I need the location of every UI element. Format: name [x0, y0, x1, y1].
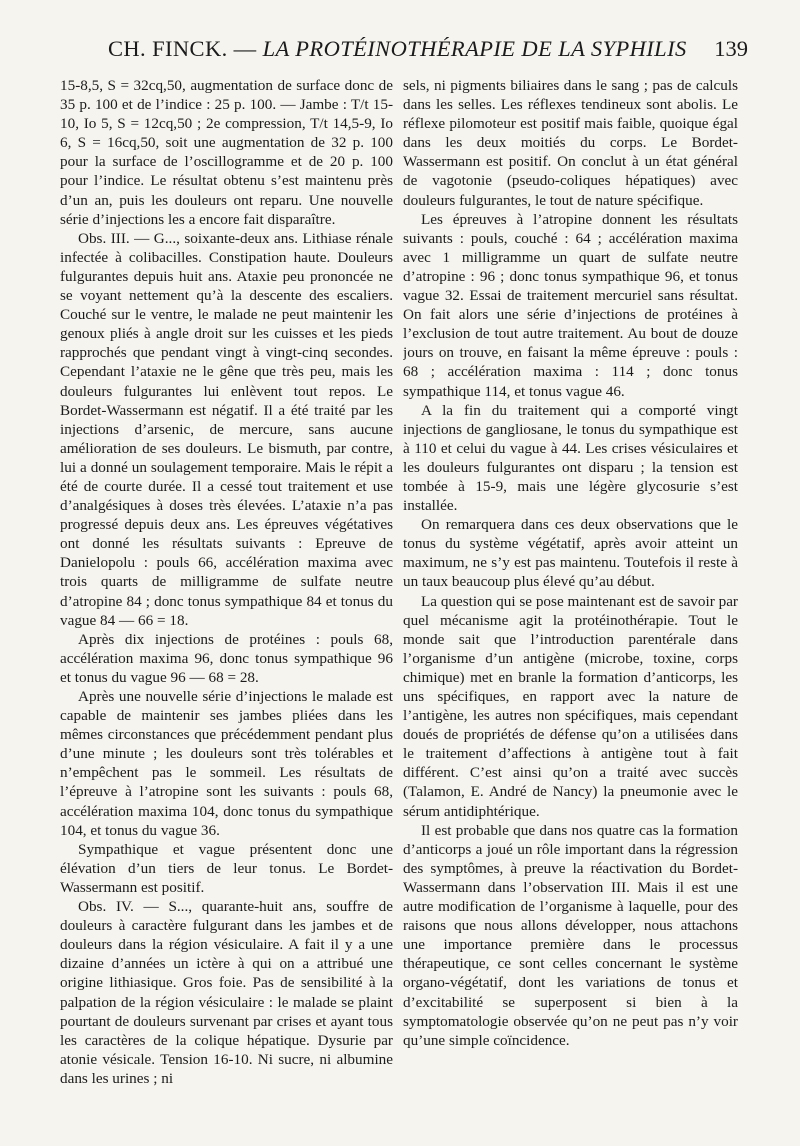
- running-header: [60, 36, 748, 70]
- running-title: [108, 36, 687, 62]
- header-article-title: LA PROTÉINOTHÉRAPIE DE LA SYPHILIS: [262, 36, 687, 61]
- paragraph: On remarquera dans ces deux observations que le tonus du système végétatif, après avoir atteint un maximum, ne s’y est pas maintenu. Toutefois il reste à un taux beaucoup plus élevé qu’au début.: [403, 516, 738, 591]
- paragraph: La question qui se pose maintenant est de savoir par quel mécanisme agit la protéinothérapie. Tout le monde sait que l’introduction parentérale dans l’organisme d’un antigène (microbe, toxine, corps chimique) met en branle la formation d’anticorps, les uns spécifiques, en rapport avec la nature de l’antigène, les autres non spécifiques, mais cependant doués de propriétés de défense qu’on a utilisées dans le traitement d’affections à antigène tout à fait différent. C’est ainsi qu’on a traité avec succès (Talamon, E. André de Nancy) la pneumonie avec le sérum antidiphtérique.: [403, 592, 738, 820]
- paragraph: sels, ni pigments biliaires dans le sang ; pas de calculs dans les selles. Les réflexes tendineux sont abolis. Le réflexe pilomoteur est positif mais faible, quoique égal dans les deux moitiés du corps. Le Bordet-Wassermann est positif. On conclut à un état général de vagotonie (pseudo-coliques hépatiques) avec douleurs fulgurantes, le tout de nature spécifique.: [403, 77, 738, 209]
- header-author: CH. FINCK.: [108, 36, 228, 61]
- paragraph: Obs. IV. — S..., quarante-huit ans, souffre de douleurs à caractère fulgurant dans les jambes et de douleurs dans la région vésiculaire. A fait il y a une dizaine d’années un ictère à qui on a attribué une origine lithiasique. Gros foie. Pas de sensibilité à la palpation de la région vésiculaire : le malade se plaint pourtant de douleurs survenant par crises et ayant tous les caractères de la colique hépatique. Dysurie par atonie vésicale. Tension 16-10. Ni sucre, ni albumine dans les urines ; ni: [60, 898, 393, 1087]
- header-separator: —: [227, 36, 263, 61]
- paragraph: 15-8,5, S = 32cq,50, augmentation de surface donc de 35 p. 100 et de l’indice : 25 p. 100. — Jambe : T/t 15-10, Io 5, S = 12cq,50 ; 2e compression, T/t 14,5-9, Io 6, S = 16cq,50, soit une augmentation de 32 p. 100 pour la surface de l’oscillogramme et de 20 p. 100 pour l’indice. Le résultat obtenu s’est maintenu près d’un an, puis les douleurs ont reparu. Une nouvelle série d’injections les a encore fait disparaître.: [60, 77, 393, 228]
- paragraph: Après dix injections de protéines : pouls 68, accélération maxima 96, donc tonus sympathique 96 et tonus du vague 96 — 68 = 28.: [60, 630, 393, 686]
- left-column: [60, 76, 393, 1116]
- paragraph: Les épreuves à l’atropine donnent les résultats suivants : pouls, couché : 64 ; accélération maxima avec 1 milligramme un quart de sulfate neutre d’atropine : 96 ; donc tonus sympathique 96, et tonus vague 32. Essai de traitement mercuriel sans résultat. On fait alors une série d’injections de protéines à l’exclusion de tout autre traitement. Au bout de douze jours on trouve, en faisant la même épreuve : pouls : 68 ; accélération maxima : 114 ; donc tonus sympathique 114, et tonus vague 46.: [403, 210, 738, 400]
- right-column: [403, 76, 738, 1116]
- paragraph: Sympathique et vague présentent donc une élévation d’un tiers de leur tonus. Le Bordet-Wassermann est positif.: [60, 840, 393, 896]
- paragraph: A la fin du traitement qui a comporté vingt injections de gangliosane, le tonus du sympathique est à 110 et celui du vague à 44. Les crises vésiculaires et les douleurs fulgurantes ont disparu ; la tension est tombée à 15-9, mais une légère glycosurie s’est installée.: [403, 401, 738, 515]
- page-number: 139: [714, 36, 748, 61]
- paragraph: Il est probable que dans nos quatre cas la formation d’anticorps a joué un rôle important dans la régression des symptômes, à preuve la réactivation du Bordet-Wassermann dans l’observation III. Mais il est une autre modification de l’organisme à laquelle, pour des raisons que nous allons développer, nous attachons une importance première dans le processus thérapeutique, ce sont celles concernant le système organo-végétatif, dont les variations de tonus et d’excitabilité se superposent si bien à la symptomatologie observée qu’on ne peut pas n’y voir qu’une simple coïncidence.: [403, 821, 738, 1049]
- paragraph: Après une nouvelle série d’injections le malade est capable de maintenir ses jambes pliées dans les mêmes circonstances que précédemment pendant plus d’une minute ; les douleurs sont très tolérables et n’empêchent pas le sommeil. Les résultats de l’épreuve à l’atropine sont les suivants : pouls 68, accélération maxima 104, donc tonus du sympathique 104, et tonus du vague 36.: [60, 688, 393, 839]
- paragraph: Obs. III. — G..., soixante-deux ans. Lithiase rénale infectée à colibacilles. Constipation haute. Douleurs fulgurantes depuis huit ans. Ataxie peu prononcée ne se voyant nettement qu’à la descente des escaliers. Couché sur le ventre, le malade ne peut maintenir les genoux pliés à angle droit sur les cuisses et les pieds rapprochés que pendant vingt à vingt-cinq secondes. Cependant l’ataxie ne le gêne que très peu, mais les douleurs fulgurantes lui enlèvent tout repos. Le Bordet-Wassermann est négatif. Il a été traité par les injections d’arsenic, de mercure, sans aucune amélioration de ses douleurs. Le bismuth, par contre, lui a donné un soulagement temporaire. Mais le répit a été de courte durée. Il a cessé tout traitement et use d’analgésiques à doses très élevées. L’ataxie n’a pas progressé depuis deux ans. Les épreuves végétatives ont donné les résultats suivants : Epreuve de Danielopolu : pouls 66, accélération maxima avec trois quarts de milligramme de sulfate neutre d’atropine 84 ; donc tonus sympathique 84 et tonus du vague 84 — 66 = 18.: [60, 229, 393, 629]
